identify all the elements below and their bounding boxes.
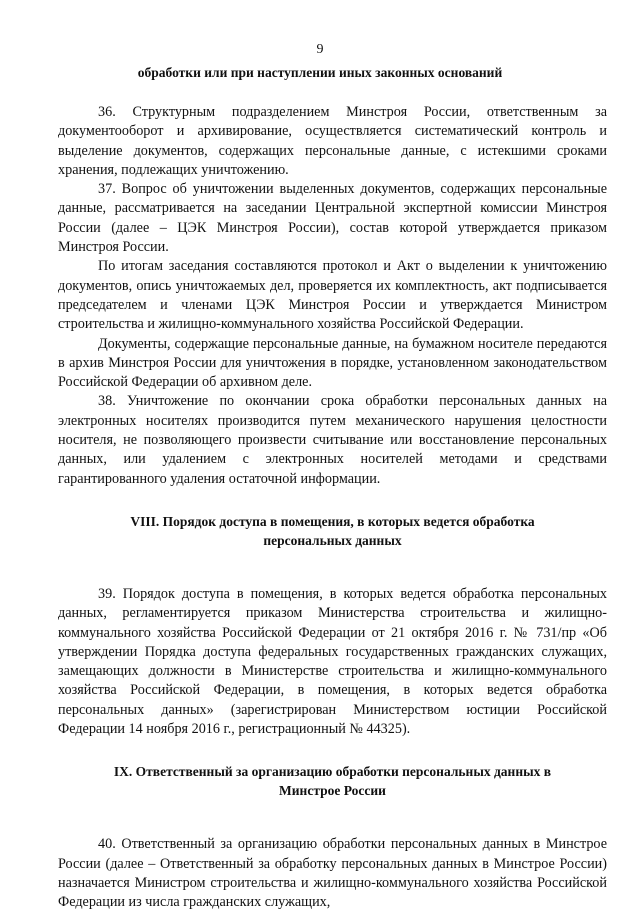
section-9-title-line2: Минстрое России bbox=[279, 783, 386, 799]
spacer bbox=[58, 550, 607, 585]
spacer bbox=[58, 739, 607, 762]
paragraph-38: 38. Уничтожение по окончании срока обработки персональных данных на электронных носителях производится путем механического нарушения целостности носителя, не позволяющего произвести считывание или восстановление персональных данных, или удалением с электронных носителей методами и средствами гарантированного удаления остаточной информации. bbox=[58, 393, 607, 487]
continued-section-heading: обработки или при наступлении иных законных оснований bbox=[137, 65, 503, 80]
section-9-title bbox=[58, 762, 607, 800]
page-number: 9 bbox=[316, 42, 324, 57]
paragraph-37-paper-documents: Документы, содержащие персональные данные, на бумажном носителе передаются в архив Минстроя России для уничтожения в порядке, установленном законодательством Российской Федерации об архивном деле. bbox=[58, 335, 607, 391]
paragraph-37: 37. Вопрос об уничтожении выделенных документов, содержащих персональные данные, рассматривается на заседании Центральной экспертной комиссии Минстроя России (далее – ЦЭК Минстроя России), состав которой утверждается приказом Минстроя России. bbox=[58, 181, 607, 256]
section-8-title-line2: персональных данных bbox=[263, 532, 402, 548]
paragraph-36: 36. Структурным подразделением Минстроя России, ответственным за документооборот и архивирование, осуществляется систематический контроль и выделение документов, содержащих персональные данные, с истекшими сроками хранения, подлежащих уничтожению. bbox=[58, 104, 607, 178]
paragraph-39: 39. Порядок доступа в помещения, в которых ведется обработка персональных данных, регламентируется приказом Министерства строительства и жилищно-коммунального хозяйства Российской Федерации от 21 октября 2016 г. № 731/пр «Об утверждении Порядка доступа федеральных государственных гражданских служащих, замещающих должности в Министерстве строительства и жилищно-коммунального хозяйства Российской Федерации, в помещения, в которых ведется обработка персональных данных» (зарегистрирован Министерством юстиции Российской Федерации 14 ноября 2016 г., регистрационный № 44325). bbox=[58, 585, 607, 738]
spacer bbox=[58, 489, 607, 512]
section-8-title-line1: VIII. Порядок доступа в помещения, в которых ведется обработка bbox=[130, 513, 535, 529]
section-8-title bbox=[58, 512, 607, 550]
paragraph-37-protocol: По итогам заседания составляются протокол и Акт о выделении к уничтожению документов, опись уничтожаемых дел, проверяется их комплектность, акт подписывается председателем и членами ЦЭК Минстроя России и утверждается Министром строительства и жилищно-коммунального хозяйства Российской Федерации. bbox=[58, 258, 607, 333]
section-9-title-line1: IX. Ответственный за организацию обработки персональных данных в bbox=[113, 764, 552, 780]
document-body bbox=[58, 103, 607, 913]
paragraph-40: 40. Ответственный за организацию обработки персональных данных в Минстрое России (далее – Ответственный за обработку персональных данных в Минстрое России) назначается Министром строительства и жилищно-коммунального хозяйства Российской Федерации из числа гражданских служащих, bbox=[58, 836, 607, 911]
spacer bbox=[58, 800, 607, 835]
